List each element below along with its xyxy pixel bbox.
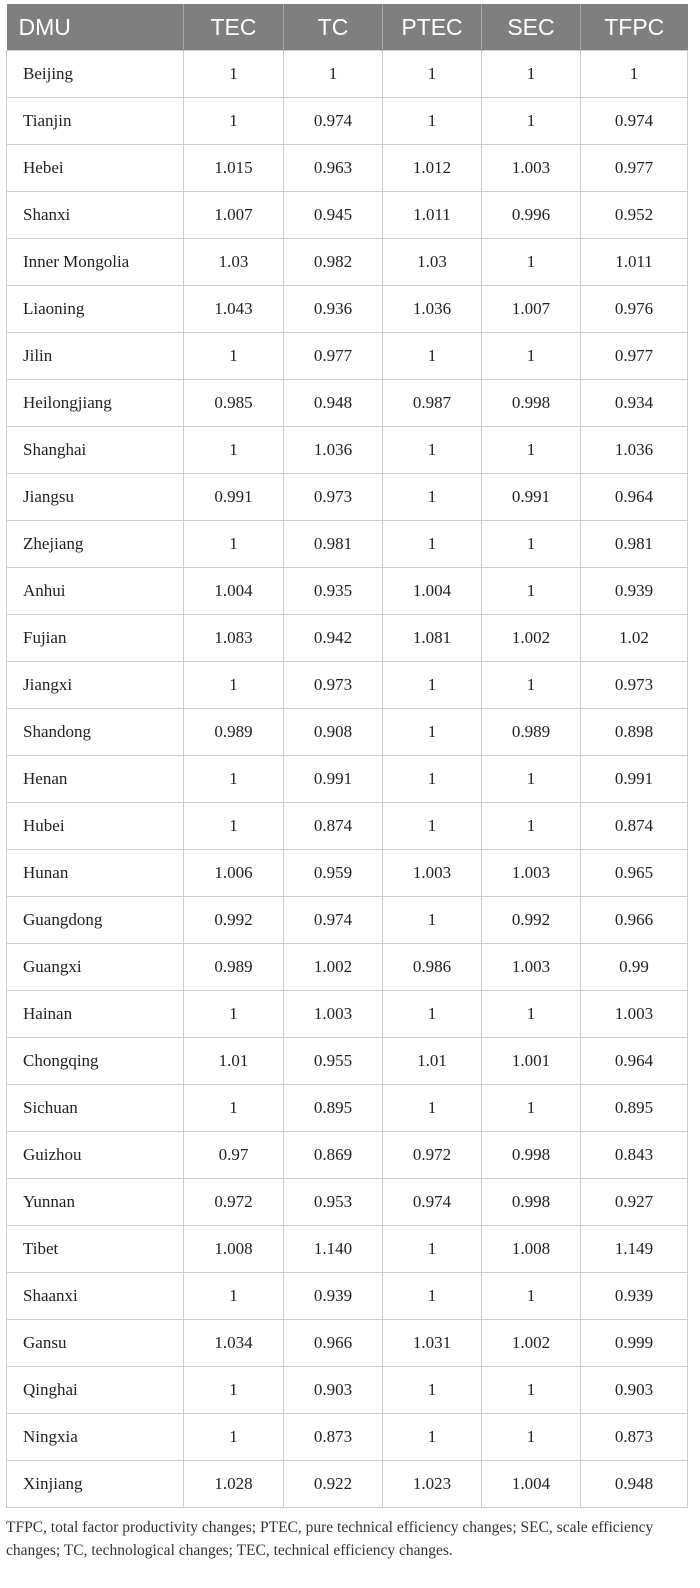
value-cell: 1: [184, 1085, 284, 1132]
row-label-cell: Hebei: [7, 145, 184, 192]
value-cell: 0.992: [482, 897, 581, 944]
value-cell: 0.939: [581, 568, 688, 615]
table-row: [7, 521, 688, 568]
value-cell: 1.003: [284, 991, 383, 1038]
row-label-cell: Ningxia: [7, 1414, 184, 1461]
value-cell: 1: [184, 427, 284, 474]
row-label-cell: Shanghai: [7, 427, 184, 474]
value-cell: 1.149: [581, 1226, 688, 1273]
value-cell: 1.008: [184, 1226, 284, 1273]
value-cell: 0.895: [284, 1085, 383, 1132]
row-label-cell: Chongqing: [7, 1038, 184, 1085]
value-cell: 1: [482, 991, 581, 1038]
table-header: [7, 4, 688, 51]
value-cell: 0.874: [284, 803, 383, 850]
value-cell: 1: [482, 239, 581, 286]
value-cell: 1.006: [184, 850, 284, 897]
value-cell: 1.036: [284, 427, 383, 474]
value-cell: 0.869: [284, 1132, 383, 1179]
column-header-tec: TEC: [184, 4, 284, 51]
value-cell: 1.015: [184, 145, 284, 192]
value-cell: 0.934: [581, 380, 688, 427]
value-cell: 0.982: [284, 239, 383, 286]
row-label-cell: Sichuan: [7, 1085, 184, 1132]
value-cell: 1: [581, 51, 688, 98]
value-cell: 0.973: [284, 662, 383, 709]
row-label-cell: Xinjiang: [7, 1461, 184, 1508]
value-cell: 1.004: [383, 568, 482, 615]
value-cell: 1: [383, 521, 482, 568]
value-cell: 1: [383, 897, 482, 944]
value-cell: 0.843: [581, 1132, 688, 1179]
value-cell: 0.972: [383, 1132, 482, 1179]
value-cell: 0.991: [284, 756, 383, 803]
value-cell: 0.976: [581, 286, 688, 333]
row-label-cell: Guangxi: [7, 944, 184, 991]
value-cell: 1.007: [184, 192, 284, 239]
value-cell: 1: [383, 709, 482, 756]
value-cell: 1.003: [482, 944, 581, 991]
row-label-cell: Hubei: [7, 803, 184, 850]
value-cell: 1: [482, 756, 581, 803]
table-row: [7, 1179, 688, 1226]
value-cell: 1.002: [482, 1320, 581, 1367]
table-row: [7, 1038, 688, 1085]
value-cell: 0.985: [184, 380, 284, 427]
value-cell: 0.981: [581, 521, 688, 568]
value-cell: 0.898: [581, 709, 688, 756]
value-cell: 1: [482, 803, 581, 850]
table-row: [7, 474, 688, 521]
row-label-cell: Hunan: [7, 850, 184, 897]
value-cell: 1: [184, 803, 284, 850]
value-cell: 1.002: [284, 944, 383, 991]
row-label-cell: Fujian: [7, 615, 184, 662]
value-cell: 0.973: [284, 474, 383, 521]
value-cell: 1.036: [383, 286, 482, 333]
row-label-cell: Inner Mongolia: [7, 239, 184, 286]
value-cell: 1.003: [482, 850, 581, 897]
table-row: [7, 709, 688, 756]
value-cell: 1: [482, 1414, 581, 1461]
value-cell: 1: [482, 662, 581, 709]
value-cell: 0.873: [581, 1414, 688, 1461]
table-row: [7, 615, 688, 662]
value-cell: 0.977: [581, 333, 688, 380]
column-header-dmu: DMU: [7, 4, 184, 51]
table-row: [7, 803, 688, 850]
value-cell: 1.140: [284, 1226, 383, 1273]
table-row: [7, 944, 688, 991]
value-cell: 1.036: [581, 427, 688, 474]
value-cell: 1.081: [383, 615, 482, 662]
value-cell: 0.97: [184, 1132, 284, 1179]
row-label-cell: Tibet: [7, 1226, 184, 1273]
value-cell: 0.936: [284, 286, 383, 333]
value-cell: 1.003: [581, 991, 688, 1038]
table-row: [7, 1367, 688, 1414]
value-cell: 1.034: [184, 1320, 284, 1367]
value-cell: 1: [383, 1414, 482, 1461]
value-cell: 0.948: [284, 380, 383, 427]
value-cell: 0.903: [581, 1367, 688, 1414]
table-row: [7, 662, 688, 709]
value-cell: 1: [383, 98, 482, 145]
value-cell: 0.989: [184, 709, 284, 756]
value-cell: 1: [482, 98, 581, 145]
column-header-tfpc: TFPC: [581, 4, 688, 51]
value-cell: 1: [184, 991, 284, 1038]
value-cell: 0.955: [284, 1038, 383, 1085]
value-cell: 0.998: [482, 1179, 581, 1226]
row-label-cell: Shanxi: [7, 192, 184, 239]
table-row: [7, 991, 688, 1038]
row-label-cell: Anhui: [7, 568, 184, 615]
row-label-cell: Guizhou: [7, 1132, 184, 1179]
value-cell: 1: [383, 662, 482, 709]
value-cell: 0.974: [383, 1179, 482, 1226]
value-cell: 1: [383, 427, 482, 474]
value-cell: 0.965: [581, 850, 688, 897]
row-label-cell: Zhejiang: [7, 521, 184, 568]
value-cell: 1.002: [482, 615, 581, 662]
row-label-cell: Henan: [7, 756, 184, 803]
table-row: [7, 1132, 688, 1179]
value-cell: 1.008: [482, 1226, 581, 1273]
row-label-cell: Jiangxi: [7, 662, 184, 709]
value-cell: 1: [383, 333, 482, 380]
data-table-container: [6, 4, 687, 1508]
value-cell: 1: [184, 1414, 284, 1461]
value-cell: 1: [184, 1273, 284, 1320]
value-cell: 1.003: [482, 145, 581, 192]
row-label-cell: Jilin: [7, 333, 184, 380]
value-cell: 1: [383, 803, 482, 850]
table-row: [7, 192, 688, 239]
value-cell: 0.99: [581, 944, 688, 991]
value-cell: 1.03: [184, 239, 284, 286]
table-row: [7, 1320, 688, 1367]
value-cell: 1: [184, 51, 284, 98]
row-label-cell: Jiangsu: [7, 474, 184, 521]
value-cell: 0.991: [482, 474, 581, 521]
table-row: [7, 1226, 688, 1273]
value-cell: 0.964: [581, 474, 688, 521]
value-cell: 0.989: [482, 709, 581, 756]
value-cell: 0.948: [581, 1461, 688, 1508]
value-cell: 1.003: [383, 850, 482, 897]
value-cell: 1.01: [383, 1038, 482, 1085]
value-cell: 1: [284, 51, 383, 98]
value-cell: 0.895: [581, 1085, 688, 1132]
value-cell: 1.001: [482, 1038, 581, 1085]
value-cell: 0.977: [581, 145, 688, 192]
row-label-cell: Tianjin: [7, 98, 184, 145]
value-cell: 0.939: [284, 1273, 383, 1320]
value-cell: 0.998: [482, 380, 581, 427]
column-header-sec: SEC: [482, 4, 581, 51]
row-label-cell: Shandong: [7, 709, 184, 756]
value-cell: 1: [383, 756, 482, 803]
value-cell: 1: [383, 991, 482, 1038]
value-cell: 0.903: [284, 1367, 383, 1414]
value-cell: 1: [482, 1085, 581, 1132]
value-cell: 0.986: [383, 944, 482, 991]
table-row: [7, 1414, 688, 1461]
value-cell: 0.908: [284, 709, 383, 756]
value-cell: 0.981: [284, 521, 383, 568]
value-cell: 0.996: [482, 192, 581, 239]
value-cell: 1.011: [581, 239, 688, 286]
value-cell: 1.004: [482, 1461, 581, 1508]
row-label-cell: Yunnan: [7, 1179, 184, 1226]
efficiency-table: [6, 4, 688, 1508]
value-cell: 0.972: [184, 1179, 284, 1226]
value-cell: 1.012: [383, 145, 482, 192]
table-row: [7, 145, 688, 192]
value-cell: 1: [184, 662, 284, 709]
value-cell: 0.989: [184, 944, 284, 991]
value-cell: 1.004: [184, 568, 284, 615]
value-cell: 0.945: [284, 192, 383, 239]
table-row: [7, 427, 688, 474]
value-cell: 1: [482, 521, 581, 568]
value-cell: 1.083: [184, 615, 284, 662]
table-row: [7, 98, 688, 145]
value-cell: 0.966: [581, 897, 688, 944]
table-row: [7, 51, 688, 98]
row-label-cell: Heilongjiang: [7, 380, 184, 427]
value-cell: 1: [383, 474, 482, 521]
value-cell: 1: [184, 521, 284, 568]
value-cell: 0.922: [284, 1461, 383, 1508]
value-cell: 1.01: [184, 1038, 284, 1085]
value-cell: 1.023: [383, 1461, 482, 1508]
value-cell: 1: [482, 568, 581, 615]
value-cell: 0.991: [581, 756, 688, 803]
table-row: [7, 850, 688, 897]
row-label-cell: Guangdong: [7, 897, 184, 944]
table-row: [7, 286, 688, 333]
table-row: [7, 568, 688, 615]
table-row: [7, 1085, 688, 1132]
value-cell: 1.02: [581, 615, 688, 662]
row-label-cell: Beijing: [7, 51, 184, 98]
value-cell: 1: [482, 333, 581, 380]
value-cell: 0.935: [284, 568, 383, 615]
table-body: [7, 51, 688, 1508]
value-cell: 0.959: [284, 850, 383, 897]
value-cell: 1.028: [184, 1461, 284, 1508]
value-cell: 0.974: [284, 897, 383, 944]
value-cell: 1.043: [184, 286, 284, 333]
value-cell: 1: [383, 51, 482, 98]
value-cell: 1: [184, 756, 284, 803]
table-row: [7, 756, 688, 803]
value-cell: 0.927: [581, 1179, 688, 1226]
row-label-cell: Gansu: [7, 1320, 184, 1367]
value-cell: 1.031: [383, 1320, 482, 1367]
value-cell: 0.987: [383, 380, 482, 427]
row-label-cell: Qinghai: [7, 1367, 184, 1414]
table-footnote: TFPC, total factor productivity changes; PTEC, pure technical efficiency changes; SEC, scale efficiency changes; TC, technological changes; TEC, technical efficiency changes.: [6, 1519, 654, 1559]
value-cell: 0.939: [581, 1273, 688, 1320]
value-cell: 1: [482, 1273, 581, 1320]
value-cell: 1: [482, 1367, 581, 1414]
value-cell: 1.03: [383, 239, 482, 286]
value-cell: 0.974: [284, 98, 383, 145]
value-cell: 0.992: [184, 897, 284, 944]
value-cell: 1: [184, 1367, 284, 1414]
value-cell: 1: [383, 1085, 482, 1132]
value-cell: 0.966: [284, 1320, 383, 1367]
table-row: [7, 1461, 688, 1508]
value-cell: 1: [184, 333, 284, 380]
value-cell: 1: [482, 427, 581, 474]
value-cell: 0.973: [581, 662, 688, 709]
table-row: [7, 239, 688, 286]
value-cell: 1: [482, 51, 581, 98]
value-cell: 0.963: [284, 145, 383, 192]
value-cell: 0.874: [581, 803, 688, 850]
table-row: [7, 333, 688, 380]
column-header-tc: TC: [284, 4, 383, 51]
row-label-cell: Liaoning: [7, 286, 184, 333]
column-header-ptec: PTEC: [383, 4, 482, 51]
table-row: [7, 897, 688, 944]
value-cell: 0.952: [581, 192, 688, 239]
value-cell: 1: [383, 1226, 482, 1273]
row-label-cell: Shaanxi: [7, 1273, 184, 1320]
value-cell: 0.977: [284, 333, 383, 380]
value-cell: 0.942: [284, 615, 383, 662]
row-label-cell: Hainan: [7, 991, 184, 1038]
header-row: [7, 4, 688, 51]
value-cell: 1: [383, 1367, 482, 1414]
table-row: [7, 380, 688, 427]
value-cell: 0.999: [581, 1320, 688, 1367]
value-cell: 1: [383, 1273, 482, 1320]
value-cell: 0.873: [284, 1414, 383, 1461]
value-cell: 0.974: [581, 98, 688, 145]
value-cell: 0.953: [284, 1179, 383, 1226]
table-row: [7, 1273, 688, 1320]
value-cell: 1.011: [383, 192, 482, 239]
value-cell: 0.991: [184, 474, 284, 521]
value-cell: 0.964: [581, 1038, 688, 1085]
value-cell: 1.007: [482, 286, 581, 333]
value-cell: 1: [184, 98, 284, 145]
value-cell: 0.998: [482, 1132, 581, 1179]
